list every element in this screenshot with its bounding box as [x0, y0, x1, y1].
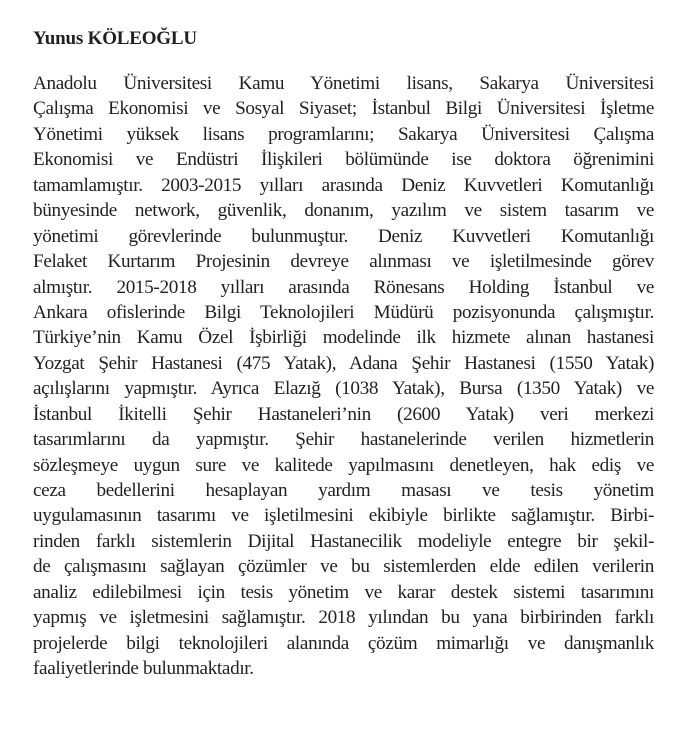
bio-line: sözleşmeye uygun sure ve kalitede yapılmasını denetleyen, hak ediş ve [33, 454, 654, 476]
bio-line: Yönetimi yüksek lisans programlarını; Sakarya Üniversitesi Çalışma [33, 123, 654, 145]
bio-line: faaliyetlerinde bulunmaktadır. [33, 658, 254, 680]
bio-line: tamamlamıştır. 2003-2015 yılları arasında Deniz Kuvvetleri Komutanlığı [33, 174, 654, 196]
bio-line: uygulamasının tasarımı ve işletilmesini ekibiyle birlikte sağlamıştır. Birbi- [33, 505, 654, 527]
bio-line: projelerde bilgi teknolojileri alanında çözüm mimarlığı ve danışmanlık [33, 632, 654, 654]
biography-page [33, 26, 654, 682]
bio-line: rinden farklı sistemlerin Dijital Hastanecilik modeliyle entegre bir şekil- [33, 530, 654, 552]
bio-line: yapmış ve işletmesini sağlamıştır. 2018 yılından bu yana birbirinden farklı [33, 607, 654, 629]
bio-line: bünyesinde network, güvenlik, donanım, yazılım ve sistem tasarım ve [33, 200, 654, 222]
bio-line: Türkiye’nin Kamu Özel İşbirliği modelinde ilk hizmete alınan hastanesi [33, 327, 654, 349]
bio-line: Anadolu Üniversitesi Kamu Yönetimi lisans, Sakarya Üniversitesi [33, 73, 654, 94]
bio-line: tasarımlarını da yapmıştır. Şehir hastanelerinde verilen hizmetlerin [33, 429, 654, 451]
bio-line: açılışlarını yapmıştır. Ayrıca Elazığ (1038 Yatak), Bursa (1350 Yatak) ve [33, 378, 654, 400]
biography-paragraph [33, 71, 654, 682]
bio-line: Ankara ofislerinde Bilgi Teknolojileri Müdürü pozisyonunda çalışmıştır. [33, 301, 654, 323]
bio-line: Çalışma Ekonomisi ve Sosyal Siyaset; İstanbul Bilgi Üniversitesi İşletme [33, 98, 654, 120]
bio-line: de çalışmasını sağlayan çözümler ve bu sistemlerden elde edilen verilerin [33, 556, 654, 578]
bio-line: yönetimi görevlerinde bulunmuştur. Deniz Kuvvetleri Komutanlığı [33, 225, 654, 247]
bio-line: ceza bedellerini hesaplayan yardım masası ve tesis yönetim [33, 480, 654, 501]
bio-line: analiz edilebilmesi için tesis yönetim ve karar destek sistemi tasarımını [33, 581, 654, 603]
bio-line: İstanbul İkitelli Şehir Hastaneleri’nin (2600 Yatak) veri merkezi [33, 403, 654, 425]
bio-line: Felaket Kurtarım Projesinin devreye alınması ve işletilmesinde görev [33, 251, 654, 273]
bio-line: almıştır. 2015-2018 yılları arasında Rönesans Holding İstanbul ve [33, 276, 654, 298]
bio-line: Ekonomisi ve Endüstri İlişkileri bölümünde ise doktora öğrenimini [33, 149, 654, 171]
bio-line: Yozgat Şehir Hastanesi (475 Yatak), Adana Şehir Hastanesi (1550 Yatak) [33, 352, 654, 374]
author-name: Yunus KÖLEOĞLU [33, 28, 197, 49]
